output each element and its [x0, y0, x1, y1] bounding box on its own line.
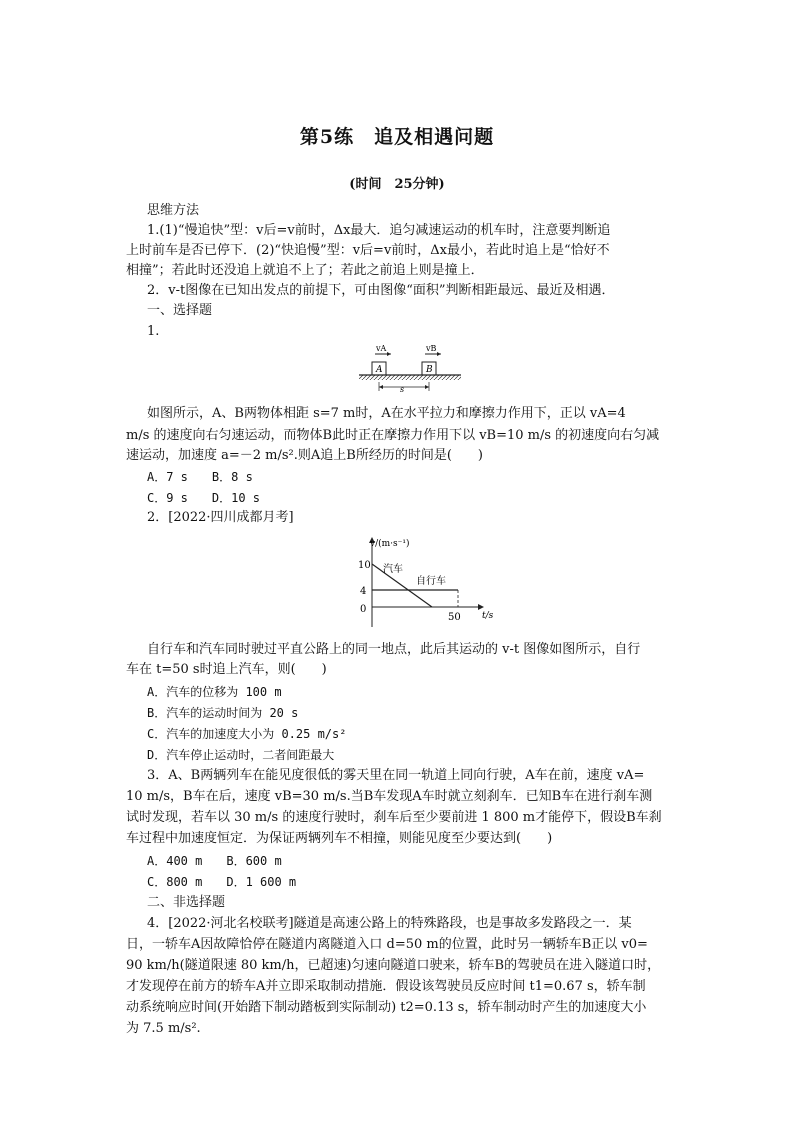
section-nonchoice-heading: 二、非选择题: [147, 895, 226, 910]
method-line: 相撞”；若此时还没追上就追不上了；若此之前追上则是撞上．: [126, 263, 484, 278]
page-title: 第5练 追及相遇问题: [299, 126, 495, 148]
q2-vt-graph: [348, 534, 513, 634]
label-s: s: [400, 385, 405, 394]
box-A-label: A: [376, 365, 383, 375]
q3-stem-line: 试时发现，若车以 30 m/s 的速度行驶时，刹车后至少要前进 1 800 m才能停下，假设B车刹: [126, 810, 662, 825]
q4-stem-line: 90 km/h(隧道限速 80 km/h，已超速)匀速向隧道口驶来，轿车B的驾驶员在进入隧道口时，: [126, 958, 661, 973]
q2-option: D．汽车停止运动时，二者间距最大: [147, 748, 335, 762]
y-tick-10: 10: [358, 560, 371, 571]
method-line: 1.(1)“慢追快”型：v后=v前时，Δx最大．追匀减速运动的机车时，注意要判断追: [147, 223, 611, 238]
x-tick-50: 50: [448, 612, 461, 623]
y-tick-4: 4: [360, 586, 367, 597]
label-vB: vB: [426, 344, 437, 353]
q3-stem-line: 3．A、B两辆列车在能见度很低的雾天里在同一轨道上同向行驶，A车在前，速度 vA=: [147, 768, 645, 783]
method-line: 上时前车是否已停下．(2)“快追慢”型：v后=v前时，Δx最小，若此时追上是“恰好不: [126, 243, 610, 258]
q2-header: 2．[2022·四川成都月考]: [147, 510, 294, 525]
q3-stem-line: 车过程中加速度恒定．为保证两辆列车不相撞，则能见度至少要达到( ): [126, 831, 553, 846]
q3-options: A．400 m B．600 m: [147, 854, 282, 868]
x-axis-label: t/s: [482, 611, 494, 621]
q2-stem-line: 车在 t=50 s时追上汽车，则( ): [126, 662, 327, 677]
q1-stem-line: 如图所示，A、B两物体相距 s=7 m时，A在水平拉力和摩擦力作用下，正以 vA=4: [147, 406, 626, 421]
label-vA: vA: [376, 344, 387, 353]
q4-stem-line: 4．[2022·河北名校联考]隧道是高速公路上的特殊路段，也是事故多发路段之一．某: [147, 916, 632, 931]
section-choice-heading: 一、选择题: [147, 303, 213, 318]
q1-options: C．9 s D．10 s: [147, 491, 261, 505]
q4-stem-line: 才发现停在前方的轿车A并立即采取制动措施．假设该驾驶员反应时间 t1=0.67 s，轿车制: [126, 979, 646, 994]
q4-stem-line: 动系统响应时间(开始踏下制动踏板到实际制动) t2=0.13 s，轿车制动时产生的加速度大小: [126, 1000, 647, 1015]
time-limit: (时间 25分钟): [349, 177, 445, 192]
q2-option: B．汽车的运动时间为 20 s: [147, 706, 299, 720]
q2-stem-line: 自行车和汽车同时驶过平直公路上的同一地点，此后其运动的 v-t 图像如图所示，自行: [147, 642, 641, 657]
q3-options: C．800 m D．1 600 m: [147, 875, 297, 889]
origin-label: 0: [360, 604, 367, 615]
label-bike: 自行车: [416, 576, 446, 587]
q1-stem-line: m/s 的速度向右匀速运动，而物体B此时正在摩擦力作用下以 vB=10 m/s 的初速度向右匀减: [126, 428, 660, 443]
box-B-label: B: [426, 365, 433, 375]
section-method-heading: 思维方法: [147, 203, 200, 218]
q1-stem-line: 速运动，加速度 a=－2 m/s².则A追上B所经历的时间是( ): [126, 448, 483, 463]
y-axis-label: v/(m·s⁻¹): [370, 539, 410, 549]
ground-hatch: [359, 375, 461, 380]
method-line: 2．v-t图像在已知出发点的前提下，可由图像“面积”判断相距最远、最近及相遇．: [147, 283, 615, 298]
q1-figure: [355, 343, 465, 395]
q4-stem-line: 日，一轿车A因故障恰停在隧道内离隧道入口 d=50 m的位置，此时另一辆轿车B正以 v0=: [126, 937, 648, 952]
q2-option: A．汽车的位移为 100 m: [147, 685, 282, 699]
q3-stem-line: 10 m/s，B车在后，速度 vB=30 m/s.当B车发现A车时就立刻刹车．已知B车在进行刹车测: [126, 789, 653, 804]
q2-option: C．汽车的加速度大小为 0.25 m/s²: [147, 727, 347, 741]
q1-number: 1.: [147, 324, 160, 339]
label-car: 汽车: [383, 564, 403, 575]
q4-stem-line: 为 7.5 m/s².: [126, 1021, 201, 1036]
q1-options: A．7 s B．8 s: [147, 470, 253, 484]
